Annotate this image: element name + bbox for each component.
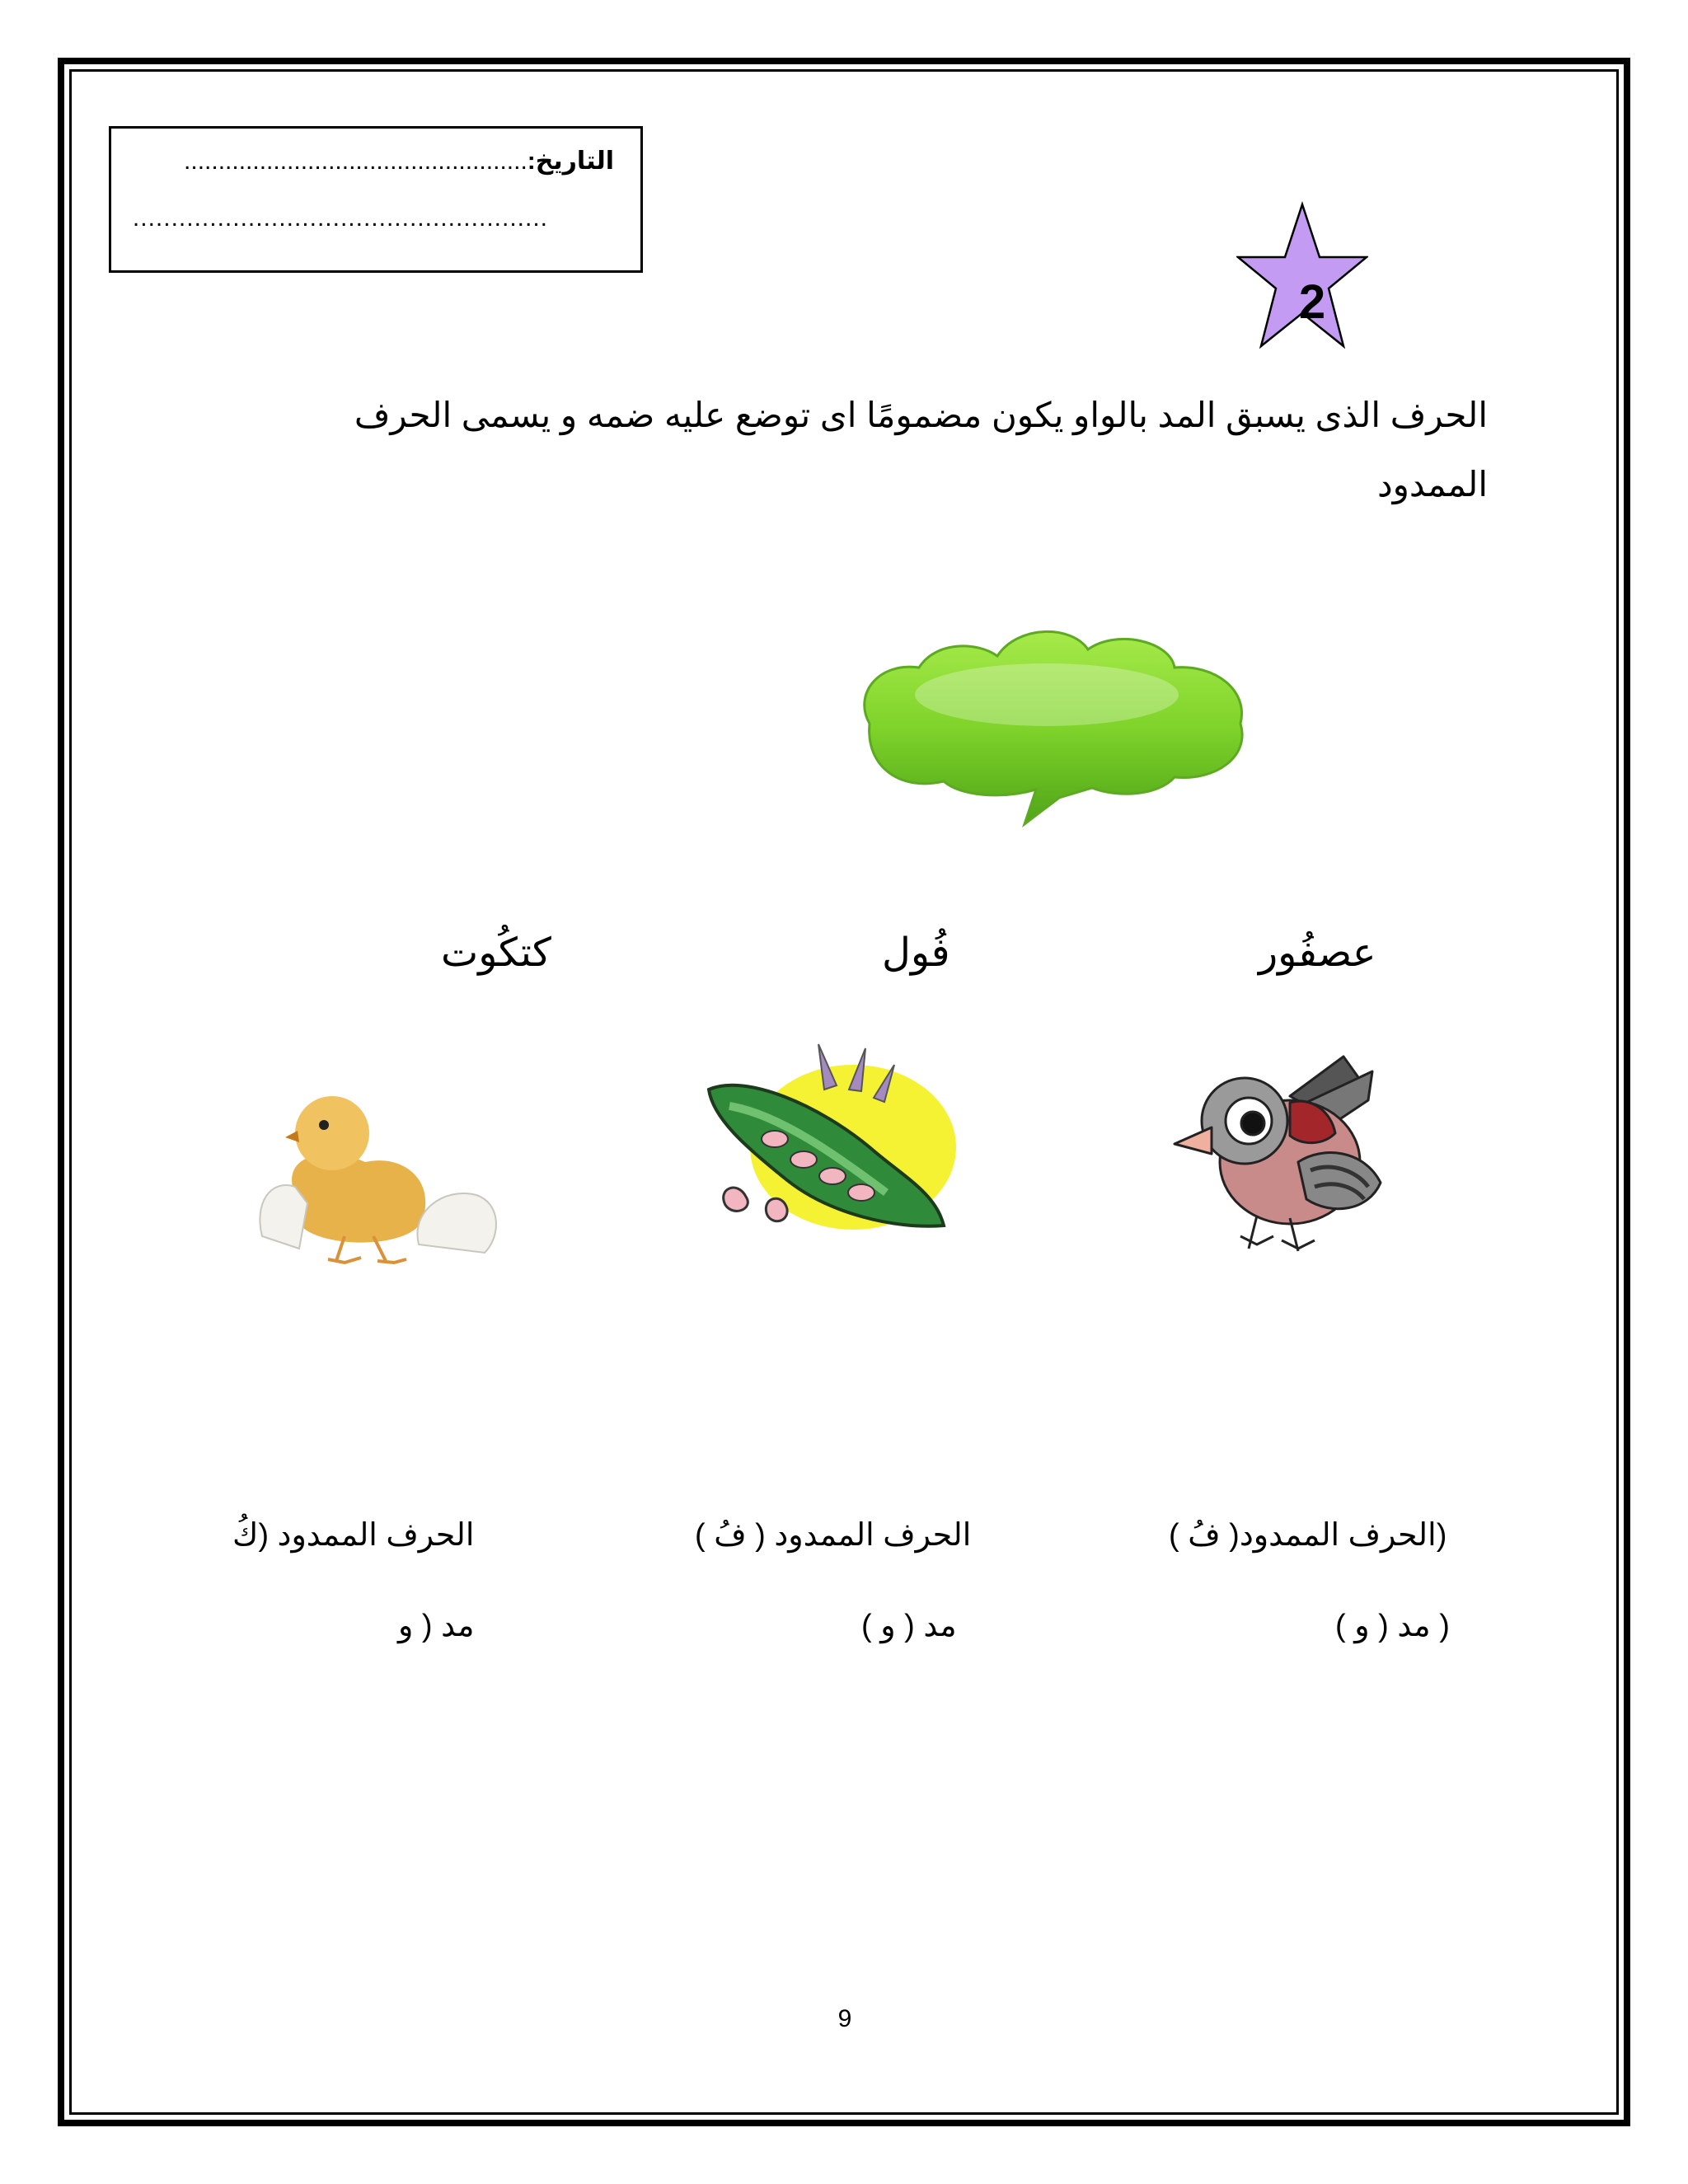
word-chick: كتكُوت	[441, 931, 551, 975]
instruction-text	[214, 381, 1488, 519]
date-box	[109, 126, 643, 273]
bird-picture	[1166, 1038, 1397, 1269]
label-chick-letter: الحرف الممدود (كُ	[232, 1518, 475, 1553]
fava-bean-icon	[709, 1044, 956, 1230]
date-dots-second-line: ......................................................	[132, 204, 548, 232]
label-beans-letter: الحرف الممدود ( فُ )	[695, 1518, 972, 1553]
star-badge	[1236, 201, 1368, 354]
chick-icon	[260, 1096, 496, 1263]
star-number: 2	[1298, 275, 1326, 329]
instruction-line-1: الحرف الذى يسبق المد بالواو يكون مضمومًا اى توضع عليه ضمه و يسمى الحرف	[354, 396, 1488, 434]
speech-bubble-icon	[865, 631, 1242, 824]
page-number: 9	[837, 2005, 852, 2032]
date-label: التاريخ:	[527, 148, 614, 175]
word-beans: فُول	[882, 931, 950, 975]
date-line	[184, 147, 614, 176]
instruction-line-2: الممدود	[1376, 465, 1488, 504]
label-bird-letter: (الحرف الممدود( فُ )	[1169, 1518, 1447, 1553]
label-beans-madd: مد ( و )	[861, 1609, 957, 1643]
date-dots: ..................................................	[184, 148, 528, 175]
chick-picture	[229, 1071, 526, 1269]
bird-icon	[1175, 1057, 1381, 1251]
word-bird: عصفُور	[1259, 931, 1376, 975]
label-chick-madd: مد ( و	[398, 1609, 475, 1643]
speech-bubble	[853, 616, 1253, 839]
label-bird-madd: ( مد ( و )	[1335, 1609, 1450, 1643]
beans-picture	[696, 1040, 956, 1250]
